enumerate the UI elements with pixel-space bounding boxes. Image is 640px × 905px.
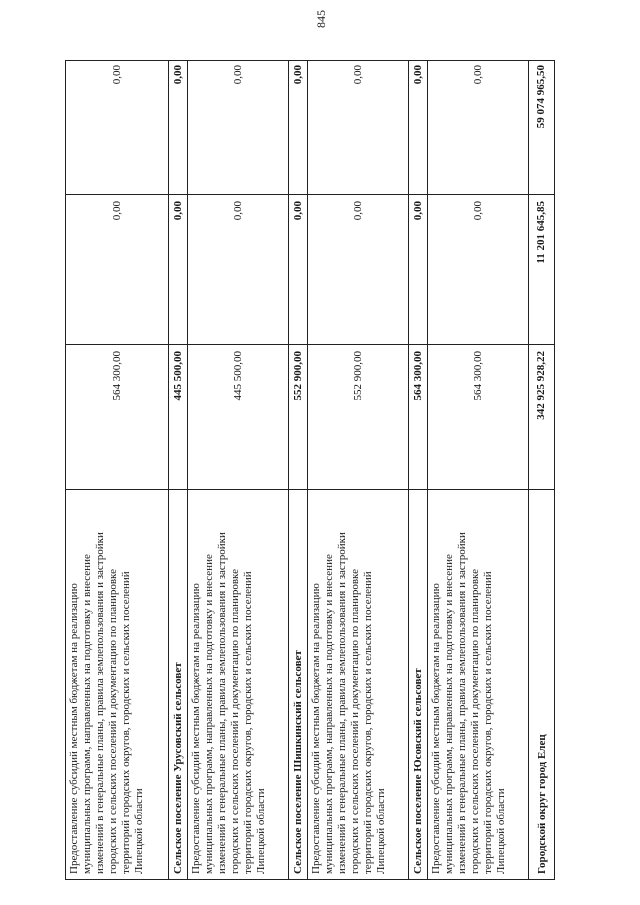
row-description: Городской округ город Елец (529, 489, 554, 879)
table-row-yelets-total (529, 61, 554, 879)
row-value-3: 59 074 965,50 (535, 65, 547, 129)
table-row-shishkinsky (289, 61, 308, 879)
row-value-2: 11 201 645,85 (529, 194, 554, 344)
row-value-2: 0,00 (289, 194, 307, 344)
row-value-2: 0,00 (308, 194, 408, 344)
row-description: Сельское поселение Шишкинский сельсовет (289, 489, 307, 879)
page-number: 845 (314, 10, 328, 28)
row-value-2: 0,00 (428, 194, 528, 344)
row-value-1: 445 500,00 (188, 344, 288, 489)
row-description: Предоставление субсидий местным бюджетам на реализацию муниципальных программ, направленных на подготовку и внесение изменений в генеральные планы, правила землепользования и застройки городских и сельских поселений и документацию по планировке территорий городских округов, городских и сельских поселений Липецкой области (308, 489, 408, 879)
table-row-subsidy-3 (308, 61, 409, 879)
row-value-1: 552 900,00 (289, 344, 307, 489)
row-description: Предоставление субсидий местным бюджетам на реализацию муниципальных программ, направленных на подготовку и внесение изменений в генеральные планы, правила землепользования и застройки городских и сельских поселений и документацию по планировке территорий городских округов, городских и сельских поселений Липецкой области (428, 489, 528, 879)
row-value-1: 445 500,00 (169, 344, 187, 489)
row-value-3: 0,00 (231, 65, 244, 85)
row-value-1: 564 300,00 (409, 344, 427, 489)
table-row-urusovsky (169, 61, 188, 879)
row-description: Предоставление субсидий местным бюджетам на реализацию муниципальных программ, направленных на подготовку и внесение изменений в генеральные планы, правила землепользования и застройки городских и сельских поселений и документацию по планировке территорий городских округов, городских и сельских поселений Липецкой области (188, 489, 288, 879)
table-row-subsidy-1 (66, 61, 169, 879)
row-value-3: 0,00 (172, 65, 184, 85)
row-value-3: 0,00 (471, 65, 484, 85)
row-value-1: 552 900,00 (308, 344, 408, 489)
row-value-3: 0,00 (292, 65, 304, 85)
row-value-3: 0,00 (412, 65, 424, 85)
row-value-2: 0,00 (188, 194, 288, 344)
table-row-subsidy-2 (188, 61, 289, 879)
budget-table (65, 60, 555, 880)
row-value-1: 342 925 928,22 (529, 344, 554, 489)
row-value-3: 0,00 (351, 65, 364, 85)
row-description: Сельское поселение Урусовский сельсовет (169, 489, 187, 879)
row-value-3: 0,00 (110, 65, 123, 85)
row-value-1: 564 300,00 (428, 344, 528, 489)
table-row-yusovsky (409, 61, 428, 879)
row-value-2: 0,00 (409, 194, 427, 344)
row-value-1: 564 300,00 (66, 344, 168, 489)
table-row-subsidy-4 (428, 61, 529, 879)
row-description: Сельское поселение Юсовский сельсовет (409, 489, 427, 879)
row-description: Предоставление субсидий местным бюджетам на реализацию муниципальных программ, направленных на подготовку и внесение изменений в генеральные планы, правила землепользования и застройки городских и сельских поселений и документацию по планировке территорий городских округов, городских и сельских поселений Липецкой области (66, 489, 168, 879)
row-value-2: 0,00 (66, 194, 168, 344)
row-value-2: 0,00 (169, 194, 187, 344)
